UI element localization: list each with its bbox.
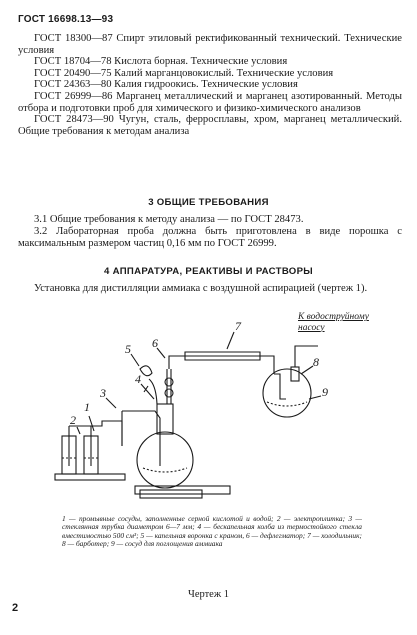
section-4-title: 4 АППАРАТУРА, РЕАКТИВЫ И РАСТВОРЫ bbox=[104, 266, 313, 277]
absorption-vessel bbox=[263, 369, 311, 417]
condenser bbox=[180, 352, 274, 374]
paragraph-3-1: 3.1 Общие требования к методу анализа — по ГОСТ 28473. bbox=[34, 214, 304, 225]
label-3: 3 bbox=[100, 386, 106, 400]
reference-item: ГОСТ 20490—75 Калий марганцовокислый. Технические условия bbox=[34, 67, 334, 79]
leader-lines bbox=[77, 332, 321, 434]
figure-title: Чертеж 1 bbox=[188, 589, 229, 600]
glass-tube bbox=[122, 411, 160, 466]
washing-vessels bbox=[62, 421, 122, 474]
distillation-flask bbox=[137, 404, 193, 488]
label-6: 6 bbox=[152, 336, 158, 350]
figure-caption: 1 — промывные сосуды, заполненные серной кислотой и водой; 2 — электроплитка; 3 — стеклянная трубка диаметром 6—7 мм; 4 — бескапельная колба из термостойкого стекла вместимостью 500 см³; 5 — капельная воронка с краном, 6 — дефлегматор; 7 — холодильник; 8 — барботер; 9 — сосуд для поглощения аммиака bbox=[62, 514, 362, 549]
label-5: 5 bbox=[125, 342, 131, 356]
reference-item: ГОСТ 24363—80 Калия гидроокись. Технические условия bbox=[34, 79, 298, 91]
label-9: 9 bbox=[322, 385, 328, 399]
label-2: 2 bbox=[70, 413, 76, 427]
section-4-body bbox=[18, 283, 402, 295]
reference-list bbox=[18, 33, 402, 137]
label-7: 7 bbox=[235, 319, 241, 333]
dropping-funnel bbox=[140, 366, 157, 404]
label-1: 1 bbox=[84, 400, 90, 414]
paragraph-4-intro: Установка для дистилляции аммиака с воздушной аспирацией (чертеж 1). bbox=[34, 283, 368, 294]
section-3-title: 3 ОБЩИЕ ТРЕБОВАНИЯ bbox=[148, 197, 269, 208]
page-number: 2 bbox=[12, 602, 19, 614]
reference-item: ГОСТ 18300—87 Спирт этиловый ректификованный технический. Технические условия bbox=[18, 33, 402, 56]
reference-item: ГОСТ 28473—90 Чугун, сталь, ферросплавы, хром, марганец металлический. Общие требования к методам анализа bbox=[18, 114, 402, 137]
reference-item: ГОСТ 26999—86 Марганец металлический и марганец азотированный. Методы отбора и подготовки проб для химического и физико-химического анализов bbox=[18, 90, 402, 114]
reference-item: ГОСТ 18704—78 Кислота борная. Технические условия bbox=[34, 56, 288, 68]
label-8: 8 bbox=[313, 355, 319, 369]
label-4: 4 bbox=[135, 372, 141, 386]
document-header: ГОСТ 16698.13—93 bbox=[18, 14, 114, 25]
section-3-body bbox=[18, 214, 402, 249]
dephlegmator bbox=[165, 356, 185, 404]
pump-label: К водоструйному насосу bbox=[298, 312, 369, 333]
paragraph-3-2: 3.2 Лабораторная проба должна быть приготовлена в виде порошка с максимальным размером частиц 0,16 мм по ГОСТ 26999. bbox=[18, 225, 402, 249]
